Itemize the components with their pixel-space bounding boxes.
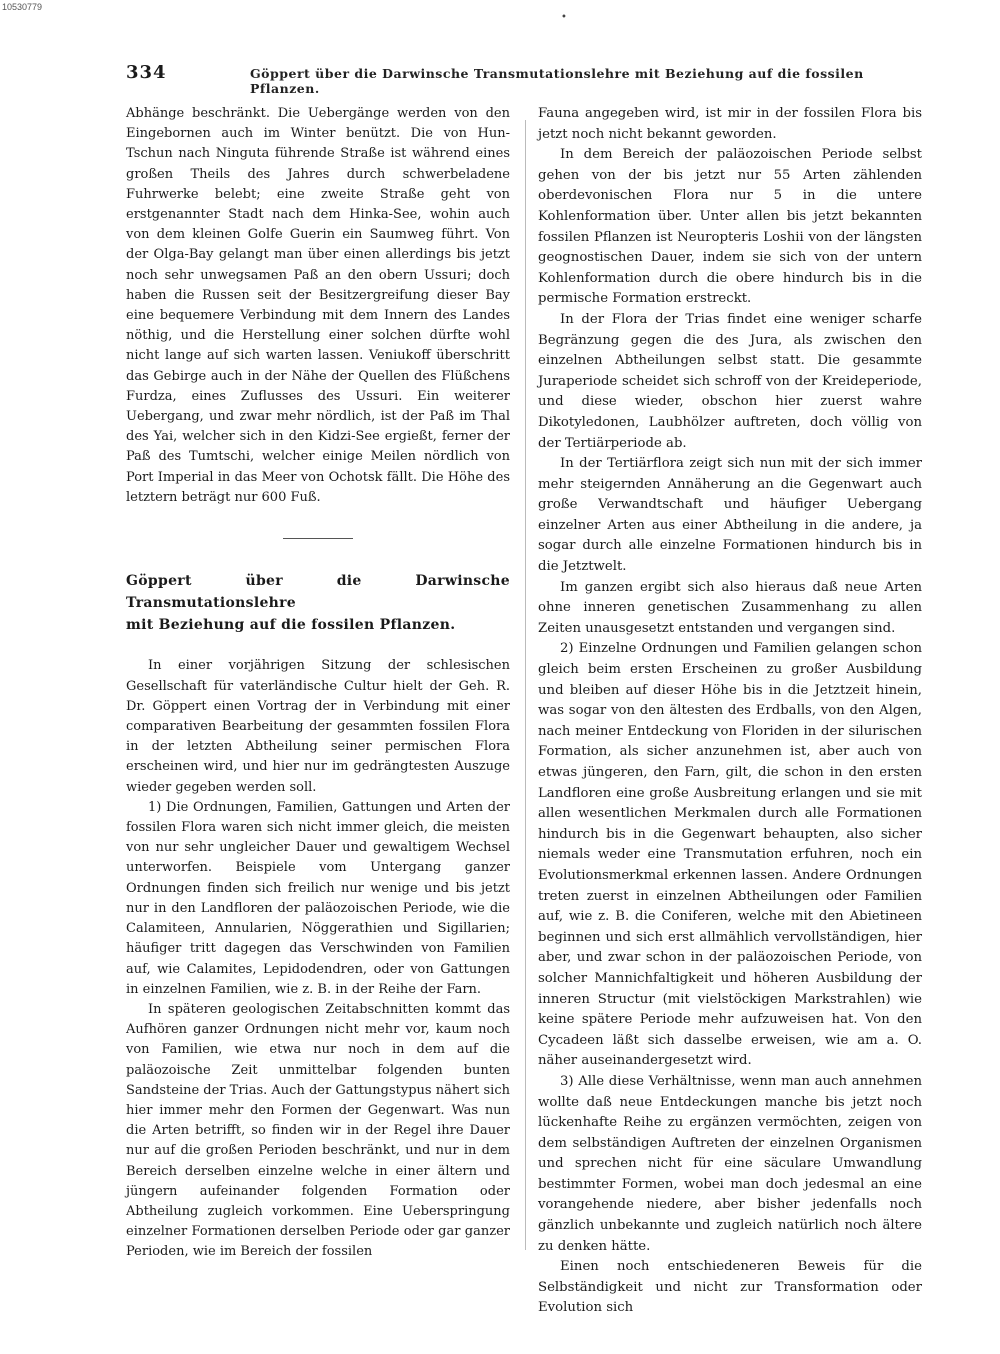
column-divider: [525, 120, 526, 1250]
body-paragraph: In einer vorjährigen Sitzung der schlesischen Gesellschaft für vaterländische Cultur hielt der Geh. R. Dr. Göppert einen Vortrag der in Verbindung mit einer comparativen Bearbeitung der gesammten fossilen Flora in der letzten Abtheilung seiner permischen Flora erscheinen wird, und hier nur im gedrängtesten Auszuge wieder gegeben werden soll.: [126, 658, 510, 795]
body-paragraph: Einen noch entschiedeneren Beweis für die Selbständigkeit und nicht zur Transformation oder Evolution sich: [538, 1259, 922, 1316]
article-title-line: mit Beziehung auf die fossilen Pflanzen.: [126, 616, 456, 633]
body-paragraph: In der Tertiärflora zeigt sich nun mit der sich immer mehr steigernden Annäherung an die Gegenwart auch große Verwandtschaft und häufiger Uebergang einzelner Arten aus einer Abtheilung in die andere, ja sogar durch alle einzelne Formationen hindurch bis in die Jetztwelt.: [538, 456, 922, 575]
section-separator: [283, 538, 353, 539]
body-paragraph: 2) Einzelne Ordnungen und Familien gelangen schon gleich beim ersten Erscheinen zu großer Ausbildung und bleiben auf dieser Höhe bis in die Jetztzeit hinein, was sogar von den ältesten des Erdballs, von den Algen, nach meiner Entdeckung von Floriden in der silurischen Formation, als sicher anzunehmen ist, aber auch von etwas jüngeren, den Farn, gilt, die schon in den ersten Landfloren eine große Ausbreitung erlangen und sie mit allen wesentlichen Merkmalen durch alle Formationen hindurch bis in die Gegenwart behaupten, also sicher niemals weder eine Transmutation erfuhren, noch ein Evolutionsmerkmal erkennen lassen. Andere Ordnungen treten zuerst in einzelnen Abtheilungen oder Familien auf, wie z. B. die Coniferen, welche mit den Abietineen beginnen und sich erst allmählich vervollständigen, hier aber, und zwar schon in der paläozoischen Periode, von solcher Mannichfaltigkeit und höheren Ausbildung der inneren Structur (mit vielstöckigen Markstrahlen) wie keine spätere Periode mehr aufzuweisen hat. Von den Cycadeen läßt sich dasselbe erweisen, wie am a. O. näher auseinandergesetzt wird.: [538, 641, 922, 1069]
continuation-paragraph: Abhänge beschränkt. Die Uebergänge werden von den Eingebornen auch im Winter benützt. Die von Hun-Tschun nach Ninguta führende Straße ist während eines großen Theils des Jahres durch schwerbeladene Fuhrwerke belebt; eine zweite Straße geht von erstgenannter Stadt nach dem Hinka-See, wohin auch von dem kleinen Golfe Guerin ein Saumweg führt. Von der Olga-Bay gelangt man über einen allerdings bis jetzt noch sehr unwegsamen Paß an den obern Ussuri; doch haben die Russen seit der Besitzergreifung dieser Bay eine bequemere Verbindung mit dem Innern des Landes nöthig, und die Herstellung einer solchen dürfte wohl nicht lange auf sich warten lassen. Veniukoff überschritt das Gebirge auch in der Nähe der Quellen des Flüßchens Furdza, eines Zuflusses des Ussuri. Ein weiterer Uebergang, und zwar mehr nördlich, ist der Paß im Thal des Yai, welcher sich in den Kidzi-See ergießt, ferner der Paß des Tumtschi, welcher einige Meilen nördlich von Port Imperial in das Meer von Ochotsk fällt. Die Höhe des letztern beträgt nur 600 Fuß.: [126, 106, 510, 505]
article-title: [126, 571, 510, 636]
running-head: Göppert über die Darwinsche Transmutationslehre mit Beziehung auf die fossilen Pflanzen.: [250, 66, 864, 96]
body-paragraph: Fauna angegeben wird, ist mir in der fossilen Flora bis jetzt noch nicht bekannt geworden.: [538, 106, 922, 142]
page-number: 334: [126, 62, 167, 83]
scan-id-label: 10530779: [2, 2, 43, 12]
right-column: [538, 104, 922, 1319]
top-mark: •: [561, 12, 567, 23]
body-paragraph: In dem Bereich der paläozoischen Periode selbst gehen von der bis jetzt nur 55 Arten zählenden oberdevonischen Flora nur 5 in die untere Kohlenformation über. Unter allen bis jetzt bekannten fossilen Pflanzen ist Neuropteris Loshii von der längsten geognostischen Dauer, indem sie sich von der untern Kohlenformation durch die obere hindurch bis in die permische Formation erstreckt.: [538, 147, 922, 307]
body-paragraph: Im ganzen ergibt sich also hieraus daß neue Arten ohne inneren genetischen Zusammenhang zu allen Zeiten unausgesetzt entstanden und vergangen sind.: [538, 579, 922, 636]
body-paragraph: 3) Alle diese Verhältnisse, wenn man auch annehmen wollte daß neue Entdeckungen manche bis jetzt noch lückenhafte Reihe zu ergänzen vermöchten, zeigen von dem selbständigen Auftreten der einzelnen Organismen und sprechen nicht für eine säculare Umwandlung bestimmter Formen, wobei man doch jedesmal an eine vorangehende niedere, aber bisher jedenfalls noch gänzlich unbekannte und zugleich natürlich noch ältere zu denken hätte.: [538, 1073, 922, 1254]
body-paragraph: In späteren geologischen Zeitabschnitten kommt das Aufhören ganzer Ordnungen nicht mehr vor, kaum noch von Familien, wie etwa nur noch in dem auf die paläozoische Zeit unmittelbar folgenden bunten Sandsteine der Trias. Auch der Gattungstypus nähert sich hier immer mehr den Formen der Gegenwart. Was nun die Arten betrifft, so finden wir in der Regel ihre Dauer nur auf die großen Perioden beschränkt, und nur in dem Bereich derselben einzelne welche in einer ältern und jüngern aufeinander folgenden Formation oder Abtheilung zugleich vorkommen. Eine Ueberspringung einzelner Formationen derselben Periode oder gar ganzer Perioden, wie im Bereich der fossilen: [126, 1001, 510, 1260]
body-paragraph: In der Flora der Trias findet eine weniger scharfe Begränzung gegen die des Jura, als zwischen den einzelnen Abtheilungen selbst statt. Die gesammte Juraperiode scheidet sich schroff von der Kreideperiode, und diese wieder, obschon hier zuerst wahre Dikotyledonen, Laubhölzer auftreten, doch völlig von der Tertiärperiode ab.: [538, 311, 922, 451]
left-column: [126, 104, 510, 1263]
body-paragraph: 1) Die Ordnungen, Familien, Gattungen und Arten der fossilen Flora waren sich nicht immer gleich, die meisten von nur sehr ungleicher Dauer und gewaltigem Wechsel unterworfen. Beispiele vom Untergang ganzer Ordnungen finden sich freilich nur wenige und bis jetzt nur in den Landfloren der paläozoischen Periode, wie die Calamiteen, Annularien, Nöggerathien und Sigillarien; häufiger tritt dagegen das Verschwinden von Familien auf, wie Calamites, Lepidodendren, oder von Gattungen in einzelnen Familien, wie z. B. in der Reihe der Farn.: [126, 799, 510, 997]
article-title-line: Göppert über die Darwinsche Transmutationslehre: [126, 573, 510, 611]
